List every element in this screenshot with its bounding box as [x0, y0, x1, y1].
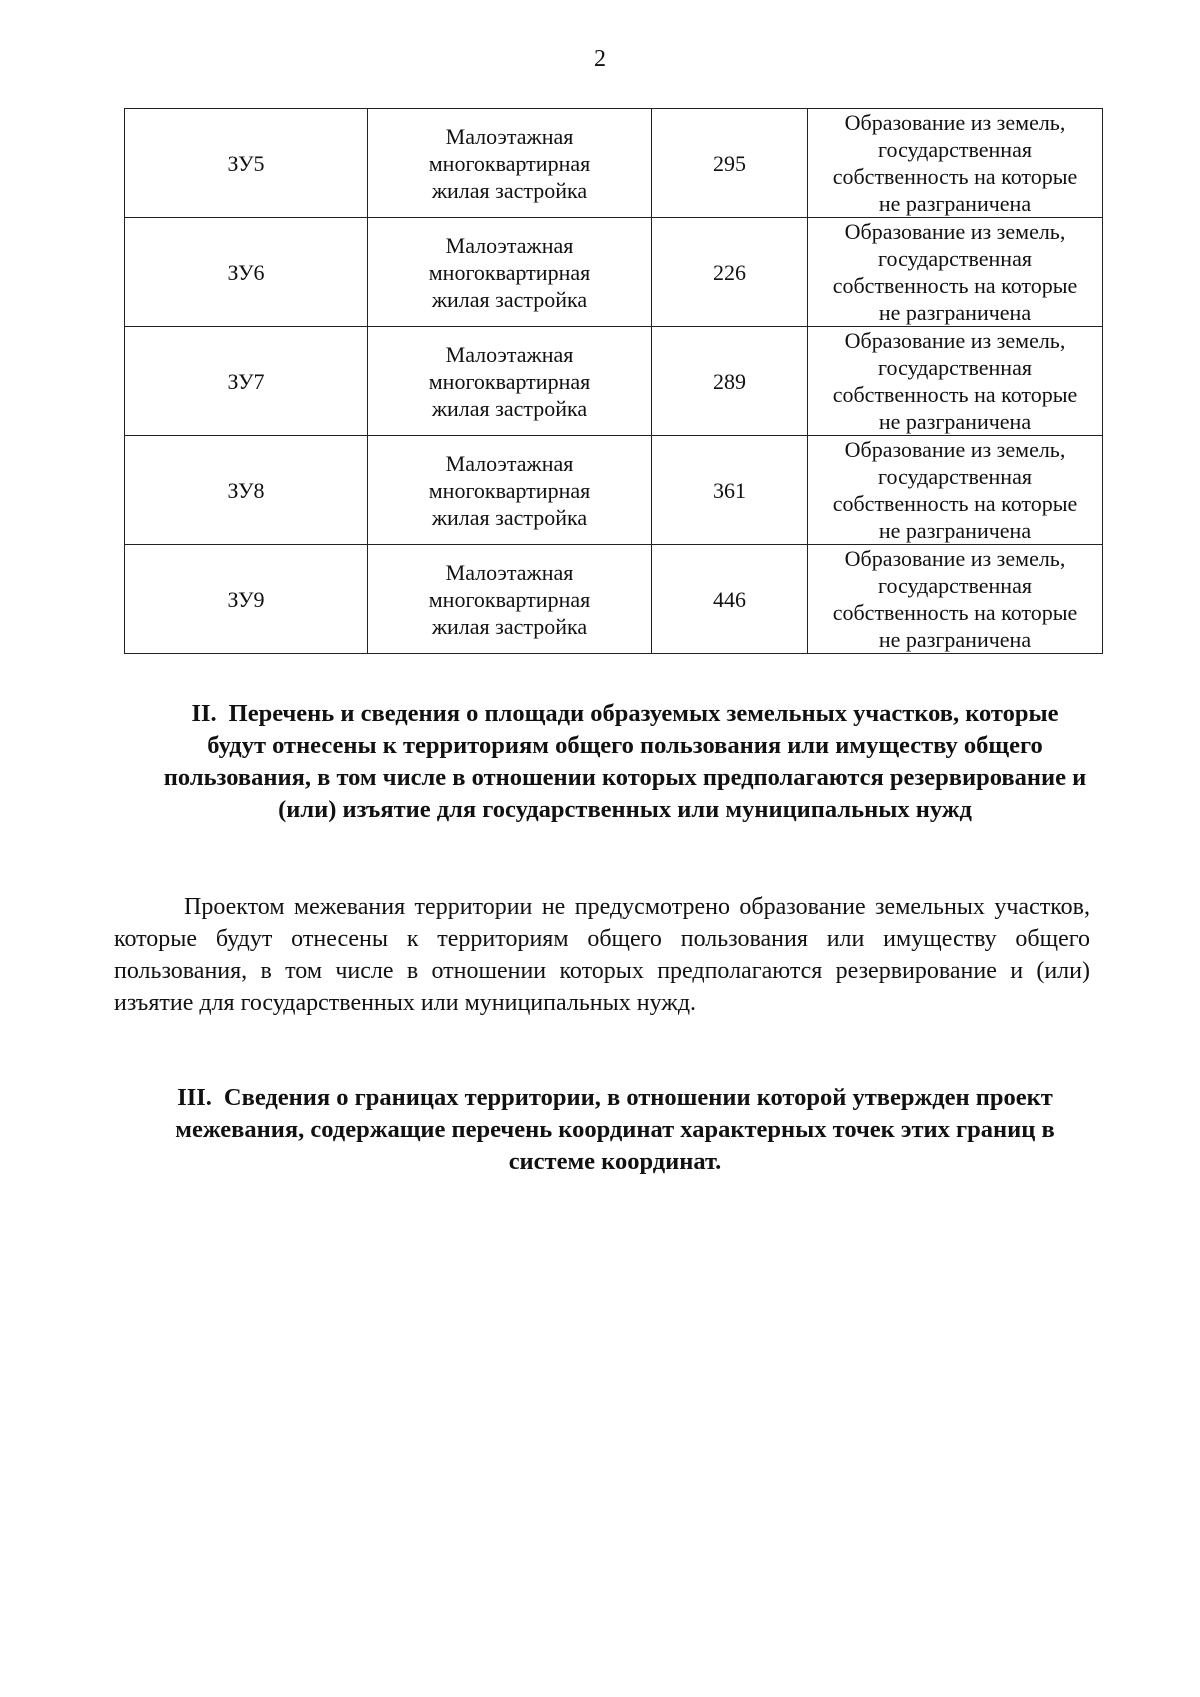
- cell-line: не разграничена: [878, 409, 1032, 434]
- cell-line: Образование из земель,: [844, 437, 1066, 462]
- cell-line: Малоэтажная: [445, 341, 574, 367]
- section-3-numeral: III.: [177, 1084, 212, 1111]
- page-number: 2: [594, 46, 606, 72]
- cell-line: многоквартирная: [428, 368, 591, 394]
- table-row: [125, 545, 1103, 654]
- area-cell: 226: [652, 218, 808, 327]
- parcel-id-cell: ЗУ9: [125, 545, 368, 654]
- land-use-cell: [368, 436, 652, 545]
- cell-line: Образование из земель,: [844, 328, 1066, 353]
- cell-line: государственная: [878, 464, 1032, 489]
- cell-line: многоквартирная: [428, 477, 591, 503]
- cell-line: многоквартирная: [428, 586, 591, 612]
- parcel-id-cell: ЗУ5: [125, 109, 368, 218]
- cell-line: Образование из земель,: [844, 546, 1066, 571]
- parcels-table: [124, 108, 1103, 654]
- cell-line: Малоэтажная: [445, 123, 574, 149]
- cell-line: многоквартирная: [428, 259, 591, 285]
- parcel-id-cell: ЗУ6: [125, 218, 368, 327]
- cell-line: многоквартирная: [428, 150, 591, 176]
- cell-line: Малоэтажная: [445, 559, 574, 585]
- source-cell: [808, 436, 1103, 545]
- area-cell: 289: [652, 327, 808, 436]
- table-row: [125, 327, 1103, 436]
- cell-line: жилая застройка: [431, 504, 588, 530]
- cell-line: жилая застройка: [431, 613, 588, 639]
- section-3-title: Сведения о границах территории, в отношении которой утвержден проект межевания, содержащие перечень координат характерных точек этих границ в системе координат.: [175, 1084, 1055, 1175]
- land-use-cell: [368, 218, 652, 327]
- area-cell: 295: [652, 109, 808, 218]
- cell-line: не разграничена: [878, 300, 1032, 325]
- section-2-paragraph: Проектом межевания территории не предусмотрено образование земельных участков, которые будут отнесены к территориям общего пользования или имуществу общего пользования, в том числе в отношении которых предполагаются резервирование и (или) изъятие для государственных или муниципальных нужд.: [114, 894, 1090, 1016]
- area-cell: 446: [652, 545, 808, 654]
- area-cell: 361: [652, 436, 808, 545]
- land-use-cell: [368, 545, 652, 654]
- section-2-numeral: II.: [191, 700, 217, 727]
- cell-line: не разграничена: [878, 518, 1032, 543]
- cell-line: не разграничена: [878, 627, 1032, 652]
- cell-line: собственность на которые: [832, 600, 1078, 625]
- cell-line: Образование из земель,: [844, 219, 1066, 244]
- source-cell: [808, 218, 1103, 327]
- cell-line: собственность на которые: [832, 273, 1078, 298]
- cell-line: Малоэтажная: [445, 450, 574, 476]
- section-2-title: Перечень и сведения о площади образуемых земельных участков, которые будут отнесены к территориям общего пользования или имуществу общего пользования, в том числе в отношении которых предполагаются резервирование и (или) изъятие для государственных или муниципальных нужд: [163, 700, 1087, 823]
- cell-line: собственность на которые: [832, 382, 1078, 407]
- cell-line: не разграничена: [878, 191, 1032, 216]
- cell-line: государственная: [878, 246, 1032, 271]
- parcel-id-cell: ЗУ7: [125, 327, 368, 436]
- section-3-heading: [140, 1082, 1090, 1178]
- parcel-id-cell: ЗУ8: [125, 436, 368, 545]
- cell-line: государственная: [878, 573, 1032, 598]
- cell-line: жилая застройка: [431, 286, 588, 312]
- cell-line: собственность на которые: [832, 164, 1078, 189]
- source-cell: [808, 109, 1103, 218]
- section-2-heading: [160, 698, 1090, 826]
- table-row: [125, 218, 1103, 327]
- cell-line: жилая застройка: [431, 395, 588, 421]
- cell-line: жилая застройка: [431, 177, 588, 203]
- cell-line: государственная: [878, 137, 1032, 162]
- cell-line: собственность на которые: [832, 491, 1078, 516]
- table-row: [125, 436, 1103, 545]
- cell-line: Малоэтажная: [445, 232, 574, 258]
- source-cell: [808, 545, 1103, 654]
- cell-line: государственная: [878, 355, 1032, 380]
- land-use-cell: [368, 327, 652, 436]
- cell-line: Образование из земель,: [844, 110, 1066, 135]
- source-cell: [808, 327, 1103, 436]
- table-row: [125, 109, 1103, 218]
- land-use-cell: [368, 109, 652, 218]
